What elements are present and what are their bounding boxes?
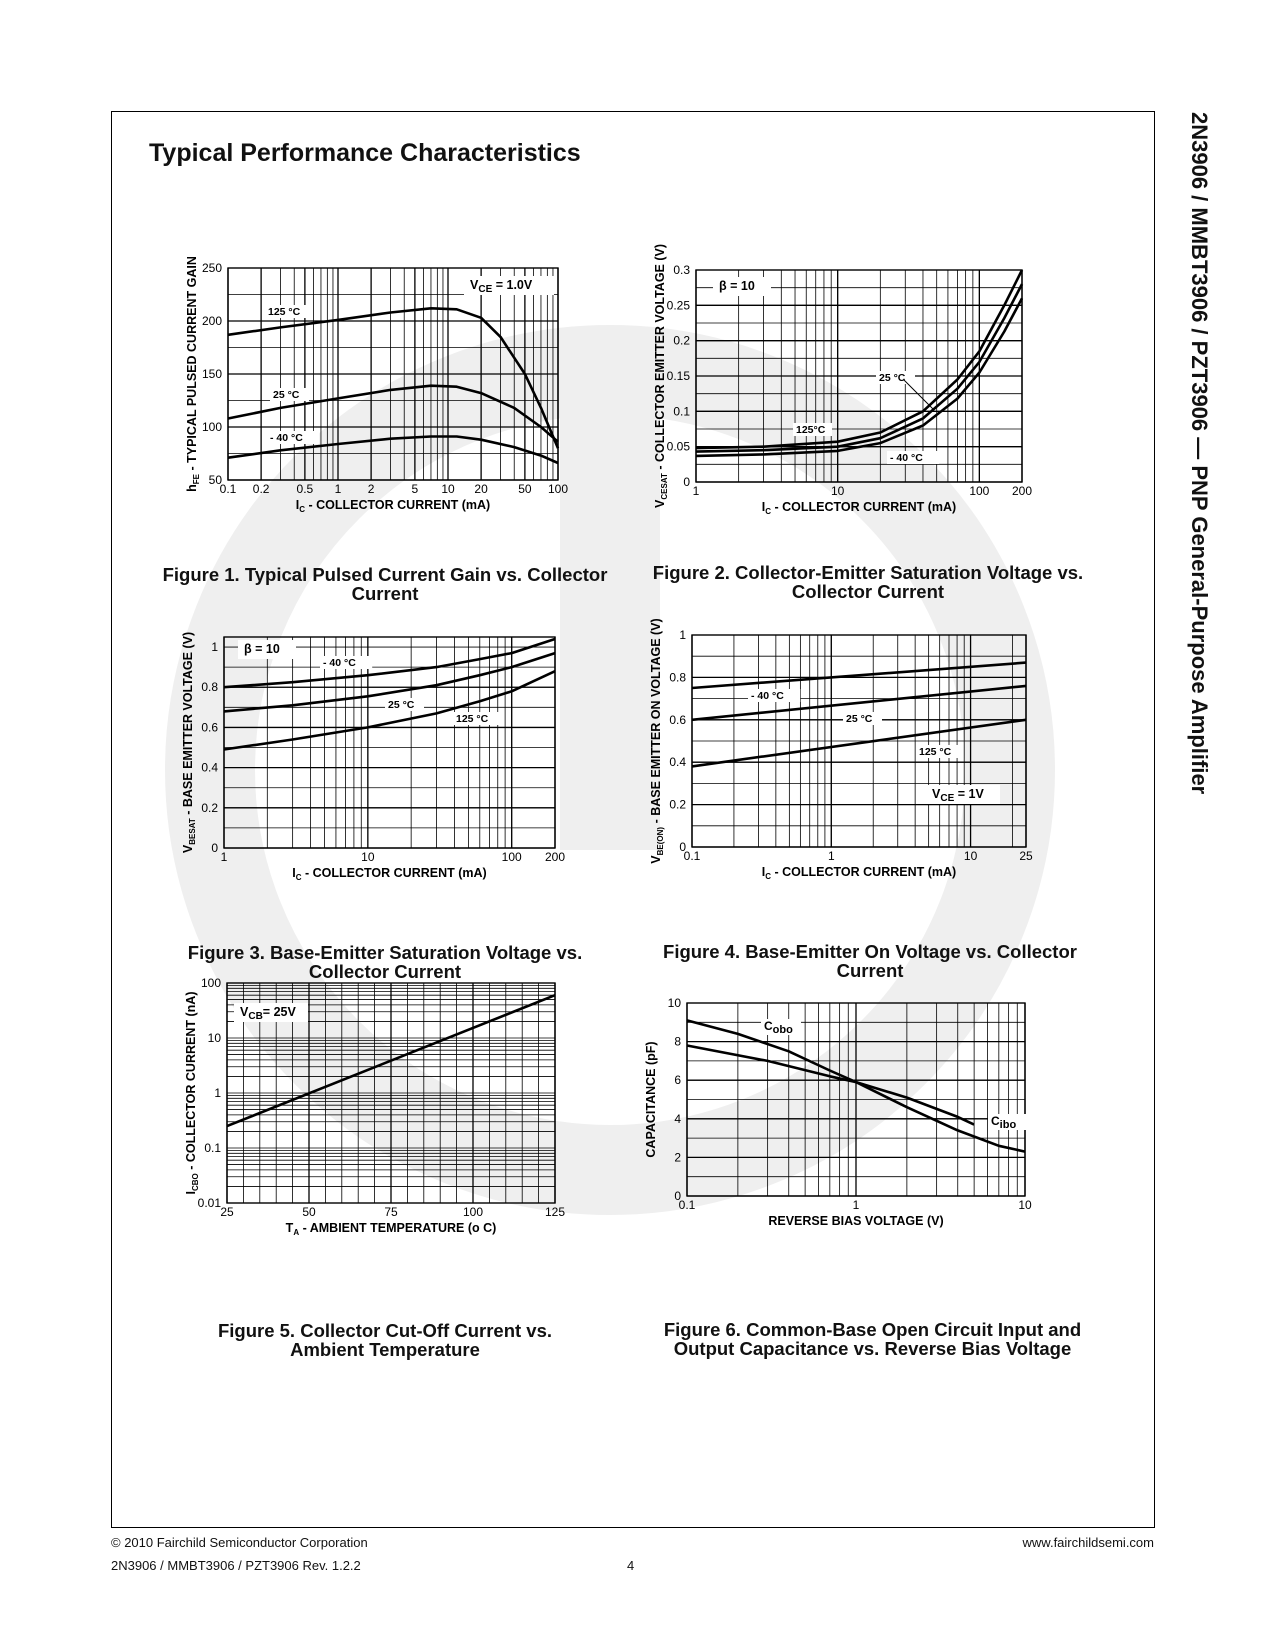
y-axis-title: CAPACITANCE (pF) bbox=[644, 1041, 658, 1158]
series-label: - 40 °C bbox=[270, 432, 303, 444]
figure-1-caption: Figure 1. Typical Pulsed Current Gain vs. Collector Current bbox=[162, 564, 608, 604]
series-label: 125 °C bbox=[268, 306, 301, 318]
y-tick-label: 0.25 bbox=[666, 298, 690, 313]
x-tick-label: 0.1 bbox=[219, 482, 237, 496]
series-label: 25 °C bbox=[273, 389, 300, 401]
x-axis-title: $T_A$ - AMBIENT TEMPERATURE (o C) bbox=[285, 1221, 497, 1237]
x-tick-label: 1 bbox=[220, 850, 228, 864]
y-tick-label: 10 bbox=[667, 996, 681, 1010]
y-tick-label: 0.15 bbox=[666, 369, 690, 383]
y-tick-label: 0.2 bbox=[201, 800, 218, 815]
x-tick-label: 25 bbox=[1019, 849, 1033, 863]
x-tick-label: 50 bbox=[518, 482, 532, 496]
series-line-125-c bbox=[692, 720, 1026, 767]
x-tick-label: 10 bbox=[441, 482, 455, 496]
chart-annotation: $V_{CE} = 1.0V$ bbox=[470, 278, 533, 295]
y-axis-title: $V_{CESAT}$ - COLLECTOR EMITTER VOLTAGE (V) bbox=[653, 243, 669, 509]
x-axis-title: $I_C$ - COLLECTOR CURRENT (mA) bbox=[761, 500, 957, 516]
page-title: Typical Performance Characteristics bbox=[149, 139, 581, 167]
x-tick-label: 10 bbox=[361, 850, 375, 864]
figure-5-caption: Figure 5. Collector Cut-Off Current vs. Ambient Temperature bbox=[217, 1320, 553, 1360]
x-tick-label: 100 bbox=[969, 484, 990, 498]
series-label: 25 °C bbox=[388, 699, 415, 711]
y-tick-label: 100 bbox=[200, 976, 221, 990]
figure-2-chart bbox=[653, 235, 1084, 545]
y-tick-label: 1 bbox=[211, 640, 218, 655]
y-tick-label: 0 bbox=[683, 475, 690, 489]
y-tick-label: 0.1 bbox=[204, 1141, 221, 1155]
x-tick-label: 50 bbox=[302, 1205, 316, 1219]
figure-1-chart bbox=[178, 235, 598, 545]
footer-url[interactable]: www.fairchildsemi.com bbox=[1022, 1535, 1154, 1550]
y-tick-label: 1 bbox=[679, 628, 686, 642]
y-axis-title: $h_{FE}$ - TYPICAL PULSED CURRENT GAIN bbox=[185, 256, 201, 492]
x-tick-label: 125 bbox=[544, 1205, 566, 1219]
x-tick-label: 10 bbox=[1018, 1198, 1032, 1212]
footer-page-number: 4 bbox=[627, 1558, 635, 1573]
x-tick-label: 5 bbox=[411, 482, 419, 496]
y-tick-label: 200 bbox=[201, 314, 222, 328]
series-label: 25 °C bbox=[846, 713, 873, 725]
x-tick-label: 10 bbox=[830, 484, 845, 498]
y-tick-label: 0.01 bbox=[197, 1196, 221, 1210]
series-label: - 40 °C bbox=[323, 657, 356, 669]
y-tick-label: 0.05 bbox=[666, 439, 690, 454]
figure-4-caption: Figure 4. Base-Emitter On Voltage vs. Collector Current bbox=[663, 941, 1077, 981]
y-tick-label: 0 bbox=[211, 841, 218, 855]
x-tick-label: 100 bbox=[501, 850, 522, 864]
x-tick-label: 200 bbox=[544, 850, 566, 864]
series-label: 125°C bbox=[796, 424, 826, 436]
x-axis-title: $I_C$ - COLLECTOR CURRENT (mA) bbox=[292, 866, 487, 882]
x-tick-label: 10 bbox=[963, 849, 978, 863]
side-title: 2N3906 / MMBT3906 / PZT3906 — PNP General-Purpose Amplifier bbox=[1187, 112, 1212, 795]
y-tick-label: 0.8 bbox=[201, 680, 218, 695]
x-tick-label: 1 bbox=[692, 484, 700, 498]
x-tick-label: 20 bbox=[474, 482, 488, 496]
y-tick-label: 50 bbox=[208, 473, 222, 487]
chart-annotation: $V_{CB}= 25V$ bbox=[240, 1005, 296, 1022]
series-label: 125 °C bbox=[456, 713, 489, 725]
series-line--40-c bbox=[692, 663, 1026, 688]
y-tick-label: 10 bbox=[207, 1031, 221, 1045]
y-axis-title: $V_{BESAT}$ - BASE EMITTER VOLTAGE (V) bbox=[181, 631, 197, 854]
y-tick-label: 0.6 bbox=[669, 712, 686, 727]
y-axis-title: $V_{BE(ON)}$ - BASE EMITTER ON VOLTAGE (V) bbox=[649, 618, 665, 864]
x-tick-label: 0.2 bbox=[252, 482, 270, 496]
y-tick-label: 0.4 bbox=[201, 760, 218, 775]
y-tick-label: 0.1 bbox=[673, 404, 690, 419]
x-axis-title: REVERSE BIAS VOLTAGE (V) bbox=[768, 1214, 944, 1228]
figure-6-chart bbox=[644, 996, 1084, 1305]
series-label: - 40 °C bbox=[751, 690, 784, 702]
footer-part-revision: 2N3906 / MMBT3906 / PZT3906 Rev. 1.2.2 bbox=[111, 1558, 361, 1573]
series-line-c-ibo bbox=[687, 1046, 974, 1125]
chart-annotation: β = 10 bbox=[719, 279, 755, 293]
x-tick-label: 75 bbox=[384, 1205, 398, 1219]
series-label: Cibo bbox=[991, 1114, 1017, 1131]
y-tick-label: 2 bbox=[674, 1150, 681, 1165]
y-tick-label: 0.2 bbox=[673, 333, 690, 348]
figure-2-caption: Figure 2. Collector-Emitter Saturation Voltage vs. Collector Current bbox=[652, 562, 1084, 602]
chart-annotation: $V_{CE} = 1V$ bbox=[932, 787, 984, 804]
series-label: - 40 °C bbox=[890, 452, 923, 464]
y-tick-label: 1 bbox=[214, 1086, 221, 1100]
y-tick-label: 0.2 bbox=[669, 797, 686, 812]
x-tick-label: 200 bbox=[1011, 484, 1033, 498]
label-leader-line bbox=[904, 380, 934, 410]
x-tick-label: 0.1 bbox=[683, 849, 701, 863]
figure-3-caption: Figure 3. Base-Emitter Saturation Voltage vs. Collector Current bbox=[187, 942, 583, 982]
y-tick-label: 250 bbox=[201, 261, 222, 275]
series-label: 25 °C bbox=[879, 372, 906, 384]
series-label: 125 °C bbox=[919, 746, 952, 758]
x-tick-label: 1 bbox=[827, 849, 835, 863]
chart-annotation: β = 10 bbox=[244, 642, 280, 656]
y-tick-label: 6 bbox=[674, 1073, 681, 1088]
figure-3-chart bbox=[178, 630, 598, 930]
series-label: Cobo bbox=[764, 1019, 793, 1036]
x-axis-title: $I_C$ - COLLECTOR CURRENT (mA) bbox=[295, 498, 491, 514]
figure-5-chart bbox=[178, 976, 598, 1305]
x-tick-label: 1 bbox=[334, 482, 342, 496]
y-tick-label: 4 bbox=[674, 1111, 681, 1126]
x-tick-label: 1 bbox=[852, 1198, 860, 1212]
y-tick-label: 150 bbox=[201, 367, 222, 381]
y-tick-label: 0.3 bbox=[673, 263, 690, 277]
y-tick-label: 0.8 bbox=[669, 670, 686, 685]
y-tick-label: 0.6 bbox=[201, 720, 218, 735]
y-tick-label: 0 bbox=[679, 840, 686, 854]
y-tick-label: 0 bbox=[674, 1189, 681, 1203]
x-tick-label: 0.1 bbox=[678, 1198, 696, 1212]
x-tick-label: 0.5 bbox=[296, 482, 314, 496]
x-tick-label: 2 bbox=[367, 482, 375, 496]
footer-copyright: © 2010 Fairchild Semiconductor Corporation bbox=[111, 1535, 368, 1550]
figure-4-chart bbox=[649, 618, 1084, 930]
y-tick-label: 100 bbox=[201, 420, 222, 434]
x-tick-label: 100 bbox=[462, 1205, 484, 1219]
x-tick-label: 100 bbox=[547, 482, 569, 496]
y-tick-label: 0.4 bbox=[669, 755, 686, 770]
x-tick-label: 25 bbox=[220, 1205, 234, 1219]
x-axis-title: $I_C$ - COLLECTOR CURRENT (mA) bbox=[761, 865, 957, 881]
y-tick-label: 8 bbox=[674, 1034, 681, 1049]
y-axis-title: $I_{CBO}$ - COLLECTOR CURRENT (nA) bbox=[184, 991, 200, 1195]
figure-6-caption: Figure 6. Common-Base Open Circuit Input and Output Capacitance vs. Reverse Bias Voltage bbox=[663, 1319, 1082, 1359]
